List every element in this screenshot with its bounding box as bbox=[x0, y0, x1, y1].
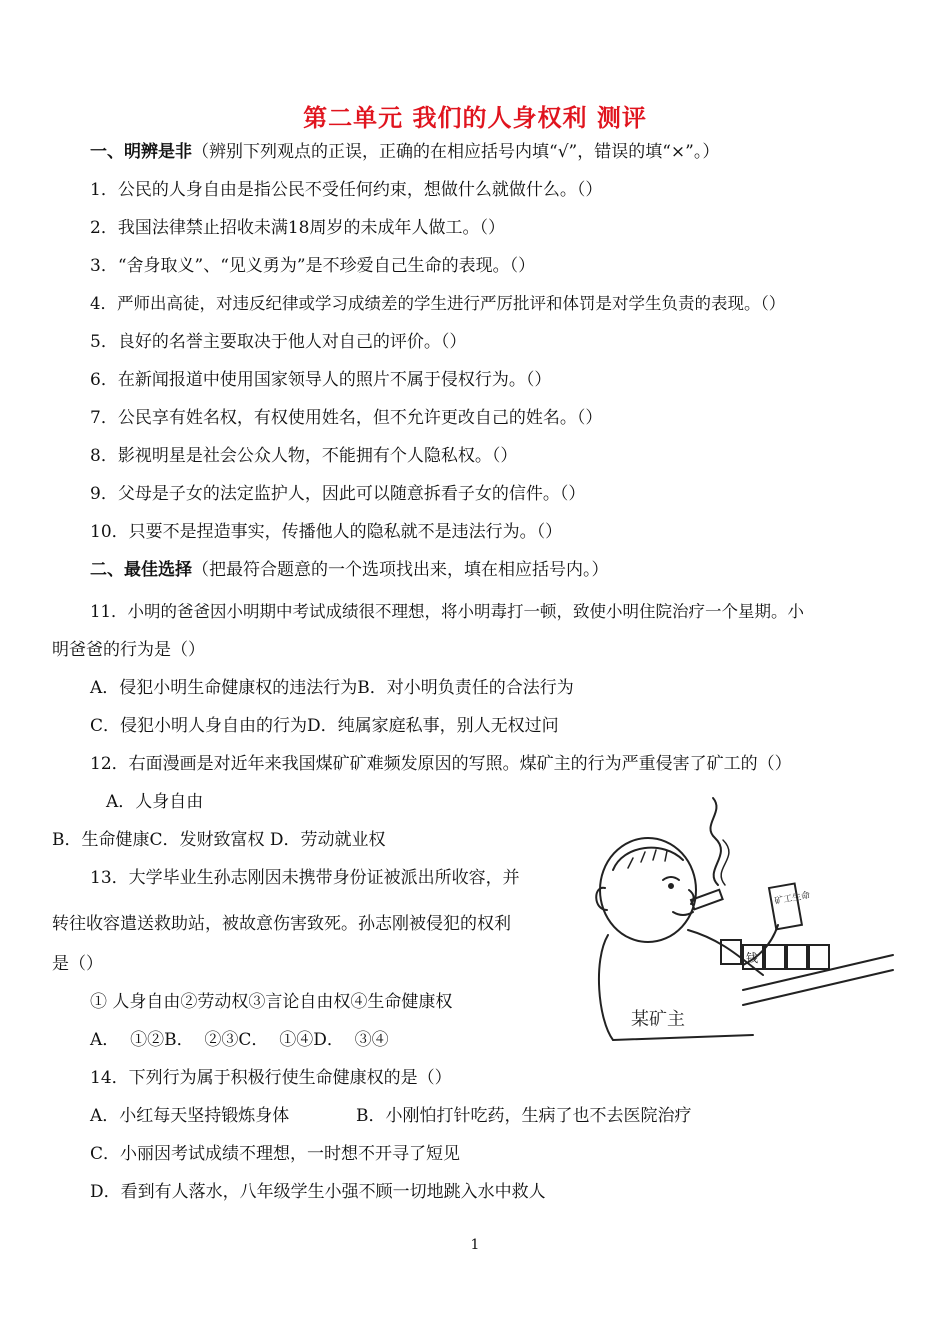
question-13-choices: ① 人身自由②劳动权③言论自由权④生命健康权 bbox=[90, 992, 453, 1012]
money-block-label: 钱 bbox=[746, 951, 759, 965]
question-13-options: A． ①②B． ②③C． ①④D． ③④ bbox=[90, 1030, 389, 1050]
section1-heading: 一、明辨是非 bbox=[90, 142, 192, 162]
question-13-stem-cont: 转往收容遣送救助站，被故意伤害致死。孙志刚被侵犯的权利 bbox=[52, 914, 511, 934]
cartoon-drawing bbox=[593, 790, 898, 1050]
question-4: 4．严师出高徒，对违反纪律或学习成绩差的学生进行严厉批评和体罚是对学生负责的表现。（） bbox=[90, 294, 786, 313]
question-11-stem: 11．小明的爸爸因小明期中考试成绩很不理想，将小明毒打一顿，致使小明住院治疗一个星期。小 bbox=[90, 602, 804, 621]
question-3: 3．“舍身取义”、“见义勇为”是不珍爱自己生命的表现。（） bbox=[90, 256, 536, 276]
question-14-option-a: A．小红每天坚持锻炼身体 bbox=[90, 1106, 290, 1126]
question-13-stem-end: 是（） bbox=[52, 954, 103, 974]
question-14-option-b: B．小刚怕打针吃药，生病了也不去医院治疗 bbox=[356, 1106, 692, 1126]
question-1: 1．公民的人身自由是指公民不受任何约束，想做什么就做什么。（） bbox=[90, 180, 603, 200]
question-10: 10．只要不是捏造事实，传播他人的隐私就不是违法行为。（） bbox=[90, 522, 563, 542]
question-14-option-c: C．小丽因考试成绩不理想，一时想不开寻了短见 bbox=[90, 1144, 461, 1164]
page-title: 第二单元 我们的人身权利 测评 bbox=[303, 104, 647, 132]
section2-heading: 二、最佳选择 bbox=[90, 560, 192, 580]
section1-instruction: （辨别下列观点的正误，正确的在相应括号内填“√”，错误的填“×”。） bbox=[192, 142, 720, 162]
question-11-options-cd: C．侵犯小明人身自由的行为D．纯属家庭私事，别人无权过问 bbox=[90, 716, 559, 736]
question-2: 2．我国法律禁止招收未满18周岁的未成年人做工。（） bbox=[90, 218, 505, 238]
question-8: 8．影视明星是社会公众人物，不能拥有个人隐私权。（） bbox=[90, 446, 518, 466]
question-12-stem: 12．右面漫画是对近年来我国煤矿矿难频发原因的写照。煤矿主的行为严重侵害了矿工的（） bbox=[90, 754, 792, 774]
question-13-stem: 13．大学毕业生孙志刚因未携带身份证被派出所收容，并 bbox=[90, 868, 520, 888]
mine-owner-cartoon bbox=[593, 790, 898, 1050]
question-11-options-ab: A．侵犯小明生命健康权的违法行为B．对小明负责任的合法行为 bbox=[90, 678, 574, 698]
section2-header bbox=[90, 558, 609, 582]
page-number: 1 bbox=[470, 1237, 480, 1253]
question-6: 6．在新闻报道中使用国家领导人的照片不属于侵权行为。（） bbox=[90, 370, 552, 390]
section1-header bbox=[90, 140, 719, 164]
cartoon-label: 某矿主 bbox=[631, 1009, 685, 1030]
question-5: 5．良好的名誉主要取决于他人对自己的评价。（） bbox=[90, 332, 467, 352]
question-14-stem: 14．下列行为属于积极行使生命健康权的是（） bbox=[90, 1068, 452, 1088]
card-text: 矿工生命 bbox=[773, 890, 811, 907]
question-12-options-bcd: B．生命健康C．发财致富权 D．劳动就业权 bbox=[52, 830, 386, 850]
question-14-option-d: D．看到有人落水，八年级学生小强不顾一切地跳入水中救人 bbox=[90, 1182, 546, 1202]
question-7: 7．公民享有姓名权，有权使用姓名，但不允许更改自己的姓名。（） bbox=[90, 408, 603, 428]
section2-instruction: （把最符合题意的一个选项找出来，填在相应括号内。） bbox=[192, 560, 609, 580]
question-12-option-a: A．人身自由 bbox=[106, 792, 204, 812]
question-9: 9．父母是子女的法定监护人，因此可以随意拆看子女的信件。（） bbox=[90, 484, 586, 504]
question-11-stem-cont: 明爸爸的行为是（） bbox=[52, 640, 205, 660]
